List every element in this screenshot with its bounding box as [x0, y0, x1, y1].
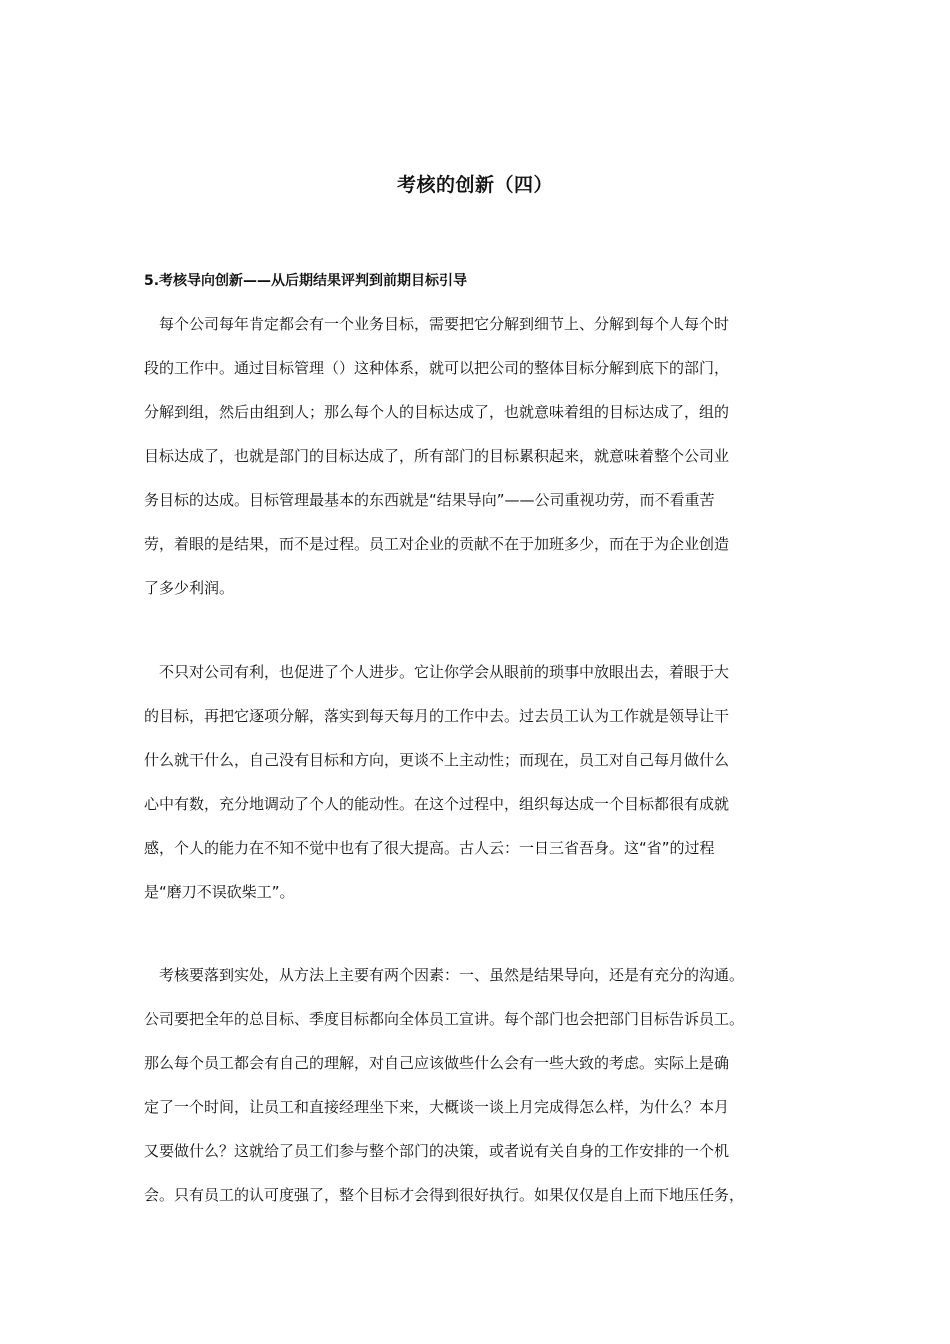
paragraph-line: 定了一个时间，让员工和直接经理坐下来，大概谈一谈上月完成得怎么样，为什么？本月: [144, 1098, 730, 1116]
paragraph-line: 心中有数，充分地调动了个人的能动性。在这个过程中，组织每达成一个目标都很有成就: [144, 795, 730, 813]
body-paragraph-3: [144, 953, 814, 1217]
body-paragraph-1: [144, 302, 814, 610]
paragraph-line: 劳，着眼的是结果，而不是过程。员工对企业的贡献不在于加班多少，而在于为企业创造: [144, 535, 730, 553]
paragraph-line: 考核要落到实处，从方法上主要有两个因素：一、虽然是结果导向，还是有充分的沟通。: [144, 966, 745, 984]
paragraph-line: 务目标的达成。目标管理最基本的东西就是“结果导向”——公司重视功劳，而不看重苦: [144, 491, 715, 509]
paragraph-line: 目标达成了，也就是部门的目标达成了，所有部门的目标累积起来，就意味着整个公司业: [144, 447, 730, 465]
paragraph-line: 段的工作中。通过目标管理（）这种体系，就可以把公司的整体目标分解到底下的部门，: [144, 359, 730, 377]
paragraph-line: 公司要把全年的总目标、季度目标都向全体员工宣讲。每个部门也会把部门目标告诉员工。: [144, 1010, 745, 1028]
paragraph-line: 了多少利润。: [144, 579, 235, 597]
paragraph-line: 每个公司每年肯定都会有一个业务目标，需要把它分解到细节上、分解到每个人每个时: [144, 315, 730, 333]
paragraph-line: 分解到组，然后由组到人；那么每个人的目标达成了，也就意味着组的目标达成了，组的: [144, 403, 730, 421]
paragraph-line: 那么每个员工都会有自己的理解，对自己应该做些什么会有一些大致的考虑。实际上是确: [144, 1054, 730, 1072]
paragraph-line: 会。只有员工的认可度强了，整个目标才会得到很好执行。如果仅仅是自上而下地压任务，: [144, 1186, 745, 1204]
paragraph-line: 的目标，再把它逐项分解，落实到每天每月的工作中去。过去员工认为工作就是领导让干: [144, 707, 730, 725]
section-heading: 5.考核导向创新——从后期结果评判到前期目标引导: [144, 273, 468, 289]
paragraph-line: 感，个人的能力在不知不觉中也有了很大提高。古人云：一日三省吾身。这“省”的过程: [144, 839, 715, 857]
paragraph-line: 什么就干什么，自己没有目标和方向，更谈不上主动性；而现在，员工对自己每月做什么: [144, 751, 730, 769]
paragraph-line: 不只对公司有利，也促进了个人进步。它让你学会从眼前的琐事中放眼出去，着眼于大: [144, 663, 730, 681]
paragraph-line: 是“磨刀不误砍柴工”。: [144, 883, 295, 901]
document-title: 考核的创新（四）: [396, 174, 553, 196]
paragraph-line: 又要做什么？这就给了员工们参与整个部门的决策，或者说有关自身的工作安排的一个机: [144, 1142, 730, 1160]
body-paragraph-2: [144, 650, 814, 914]
